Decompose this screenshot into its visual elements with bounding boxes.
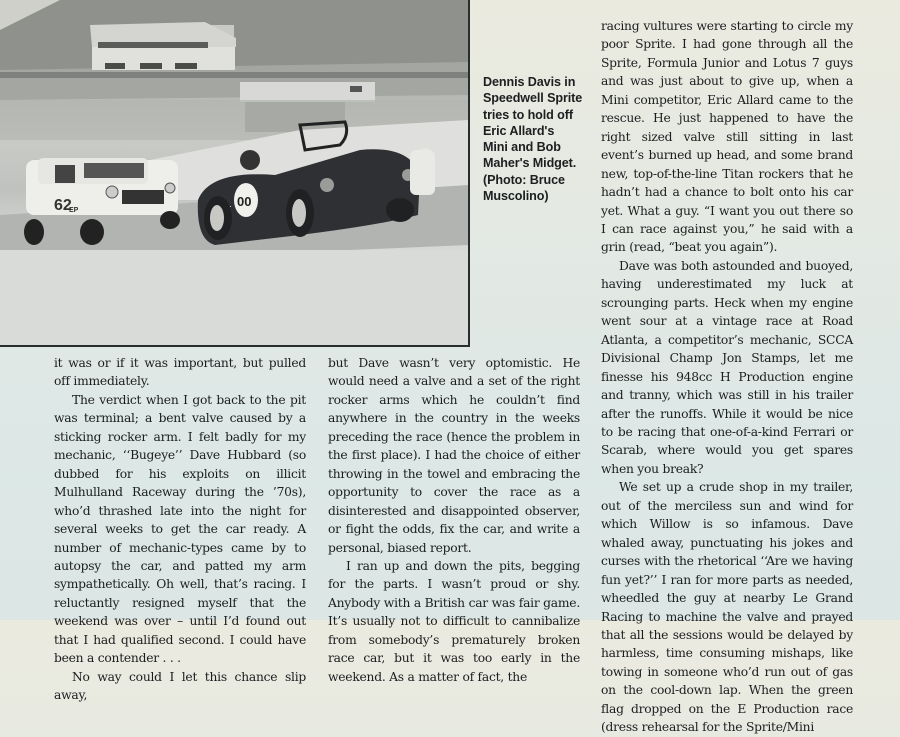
caption-line: Mini and Bob bbox=[483, 140, 561, 155]
caption-line: Dennis Davis in bbox=[483, 75, 576, 89]
photo-caption bbox=[483, 74, 593, 204]
paragraph: We set up a crude shop in my trailer, out of the merciless sun and wind for which Willow is so infamous. Dave whaled away, punctuating his jokes and curses with the rhetorical ‘‘Are we having fun yet?’’ I ran for more parts as needed, wheedled the guy at nearby Le Grand Racing to machine the valve and prayed that all the sessions would be delayed by harmless, time consuming mishaps, like towing in someone who’d run out of gas on the cool-down lap. When the green flag dropped on the E Production race (dress rehearsal for the Sprite/Mini bbox=[601, 480, 853, 735]
paragraph: but Dave wasn’t very optomistic. He would need a valve and a set of the right rocker arms which he couldn’t find anywhere in the country in the weeks preceding the race (hence the problem in the first place). I had the choice of either throwing in the towel and embracing the opportunity to cover the race as a disinterested and disappointed observer, or fight the odds, fix the car, and write a personal, biased report. bbox=[328, 356, 580, 555]
svg-text:00: 00 bbox=[237, 194, 252, 209]
article-column-1 bbox=[54, 354, 306, 705]
paragraph: The verdict when I got back to the pit was terminal; a bent valve caused by a sticking rocker arm. I felt badly for my mechanic, ‘‘Bugeye’’ Dave Hubbard (so dubbed for his exploits on illicit Mulhulland Raceway during the ’70s), who’d thrashed late into the night for several weeks to get the car ready. A number of mechanic-types came by to autopsy the car, and patted my arm sympathetically. Oh well, that’s racing. I reluctantly resigned myself that the weekend was over – until I’d found out that I had qualified second. I could have been a contender . . . bbox=[54, 392, 306, 666]
caption-line: Maher's Midget. bbox=[483, 156, 577, 171]
svg-text:EP: EP bbox=[69, 207, 79, 214]
caption-line: Speedwell Sprite bbox=[483, 91, 583, 106]
caption-line: tries to hold off bbox=[483, 107, 573, 122]
control-tower bbox=[90, 22, 236, 70]
race-photo-illustration bbox=[0, 0, 468, 345]
caption-line: (Photo: Bruce bbox=[483, 172, 565, 187]
article-column-2 bbox=[328, 354, 580, 686]
paragraph: Dave was both astounded and buoyed, having underestimated my luck at scrounging parts. Heck when my engine went sour at a vintage race at Road Atlanta, a competitor’s mechanic, SCCA Divisional Champ Jon Stamps, let me finesse his 948cc H Production engine and tranny, which was still in his trailer after the runoffs. While it would be nice to be racing that one-of-a-kind Ferrari or Scarab, where would you get spares when you break? bbox=[601, 258, 853, 476]
caption-line: Muscolino) bbox=[483, 189, 549, 204]
paragraph: I ran up and down the pits, begging for the parts. I wasn’t proud or shy. Anybody with a British car was fair game. It’s usually not to difficult to cannibalize from somebody’s prematurely broken race car, but it was too early in the weekend. As a matter of fact, the bbox=[328, 558, 580, 684]
paragraph: it was or if it was important, but pulled off immediately. bbox=[54, 356, 306, 389]
paragraph: No way could I let this chance slip away, bbox=[54, 669, 306, 703]
svg-text:62: 62 bbox=[54, 197, 72, 214]
race-photo bbox=[0, 0, 470, 347]
paragraph: racing vultures were starting to circle my poor Sprite. I had gone through all the Sprite, Formula Junior and Lotus 7 guys and was just about to give up, when a Mini competitor, Eric Allard came to the rescue. He just happened to have the right sized valve still sitting in last event’s burned up head, and some brand new, top-of-the-line Titan rockers that he hadn’t had a chance to bolt onto his car yet. What a guy. “I want you out there so I can race against you,” he said with a grin (read, “beat you again”). bbox=[601, 19, 853, 255]
caption-line: Eric Allard's bbox=[483, 123, 555, 138]
article-column-3 bbox=[601, 17, 853, 737]
